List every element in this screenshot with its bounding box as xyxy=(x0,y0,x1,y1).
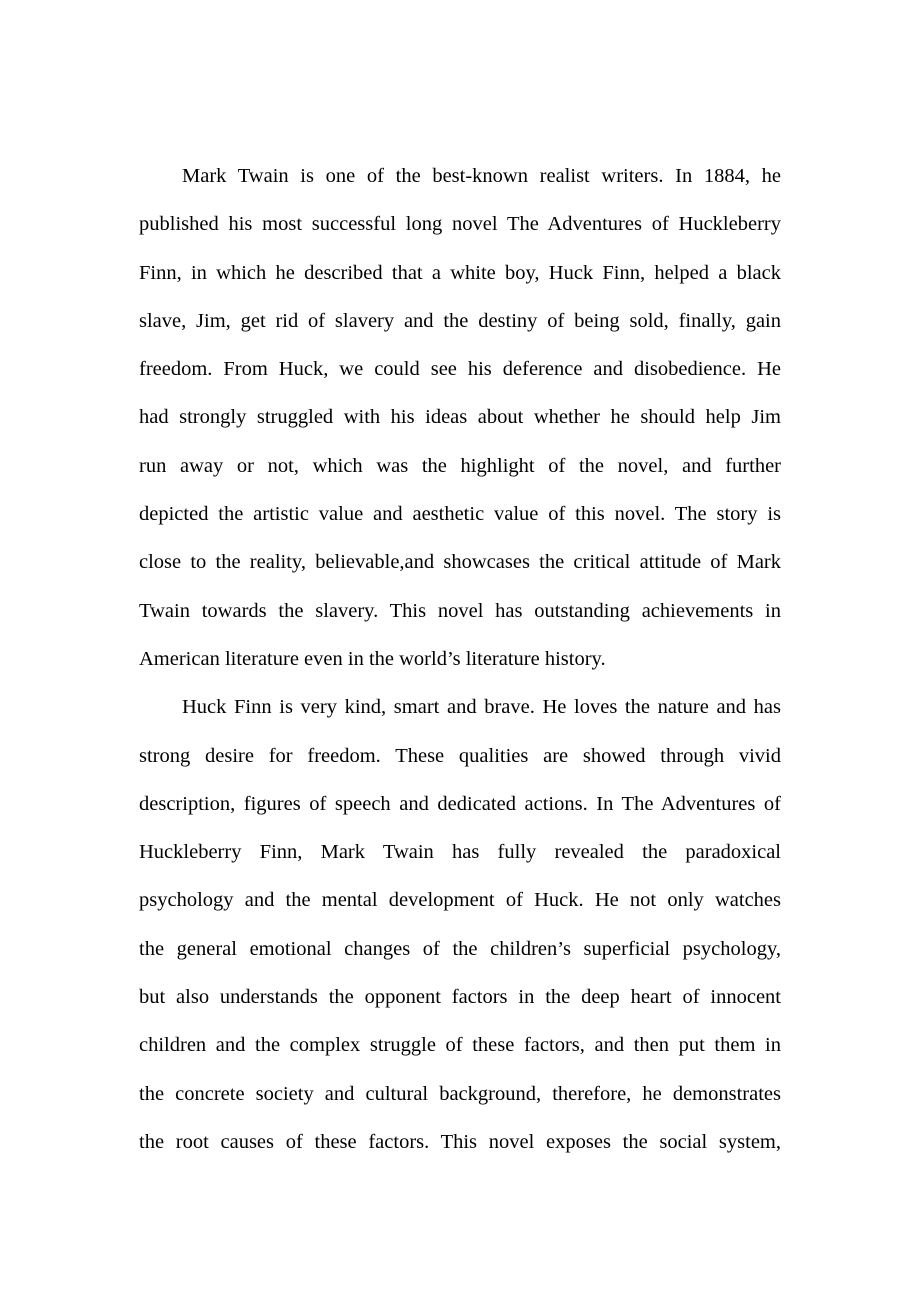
text-run: Mark Twain is one of the best-known realist writers. In 1884, he xyxy=(182,165,781,187)
text-line xyxy=(139,152,781,200)
text-run: Twain towards the slavery. This novel has outstanding achievements in xyxy=(139,599,781,622)
text-line xyxy=(139,345,781,393)
document-body xyxy=(139,152,781,1166)
text-line xyxy=(139,200,781,248)
text-line xyxy=(139,490,781,538)
text-run: the general emotional changes of the children’s superficial psychology, xyxy=(139,937,781,960)
book-title-italic: Finn xyxy=(139,261,177,284)
book-title-italic: The Adventures of xyxy=(621,792,781,815)
text-line xyxy=(139,1021,781,1069)
text-run: the concrete society and cultural background, therefore, he demonstrates xyxy=(139,1082,781,1105)
text-run: the root causes of these factors. This novel exposes the social system, xyxy=(139,1130,781,1153)
book-title-italic: The Adventures of Huckleberry xyxy=(506,213,781,236)
text-run: run away or not, which was the highlight of the novel, and further xyxy=(139,454,781,477)
text-run: published his most successful long novel xyxy=(139,213,507,236)
text-run: , Mark Twain has fully revealed the paradoxical xyxy=(297,841,782,864)
text-run: Huck Finn is very kind, smart and brave. He loves the nature and has xyxy=(182,696,781,719)
text-run: had strongly struggled with his ideas about whether he should help Jim xyxy=(139,406,781,429)
text-line xyxy=(139,925,781,973)
text-line xyxy=(139,828,781,876)
text-line xyxy=(139,780,781,828)
text-run: but also understands the opponent factors in the deep heart of innocent xyxy=(139,986,781,1009)
paragraph-2 xyxy=(139,683,781,1166)
text-line xyxy=(139,732,781,780)
text-run: psychology and the mental development of Huck. He not only watches xyxy=(139,889,781,912)
text-line xyxy=(139,249,781,297)
text-line xyxy=(139,1118,781,1166)
text-line xyxy=(139,683,781,731)
text-run: freedom. From Huck, we could see his deference and disobedience. He xyxy=(139,358,781,381)
text-line xyxy=(139,442,781,490)
text-run: depicted the artistic value and aesthetic value of this novel. The story is xyxy=(139,503,781,526)
text-line xyxy=(139,587,781,635)
text-run: close to the reality, believable,and showcases the critical attitude of Mark xyxy=(139,551,781,574)
text-line xyxy=(139,1070,781,1118)
text-run: slave, Jim, get rid of slavery and the destiny of being sold, finally, gain xyxy=(139,309,781,332)
text-run: American literature even in the world’s literature history. xyxy=(139,647,606,670)
text-line xyxy=(139,876,781,924)
paragraph-1 xyxy=(139,152,781,683)
text-line xyxy=(139,393,781,441)
text-run: strong desire for freedom. These qualities are showed through vivid xyxy=(139,744,781,767)
text-run: , in which he described that a white boy, Huck Finn, helped a black xyxy=(176,261,781,284)
text-line xyxy=(139,973,781,1021)
text-run: children and the complex struggle of these factors, and then put them in xyxy=(139,1034,781,1057)
text-line xyxy=(139,635,781,683)
text-line xyxy=(139,538,781,586)
text-line xyxy=(139,297,781,345)
book-title-italic: Huckleberry Finn xyxy=(139,841,298,864)
text-run: description, figures of speech and dedicated actions. In xyxy=(139,792,622,815)
